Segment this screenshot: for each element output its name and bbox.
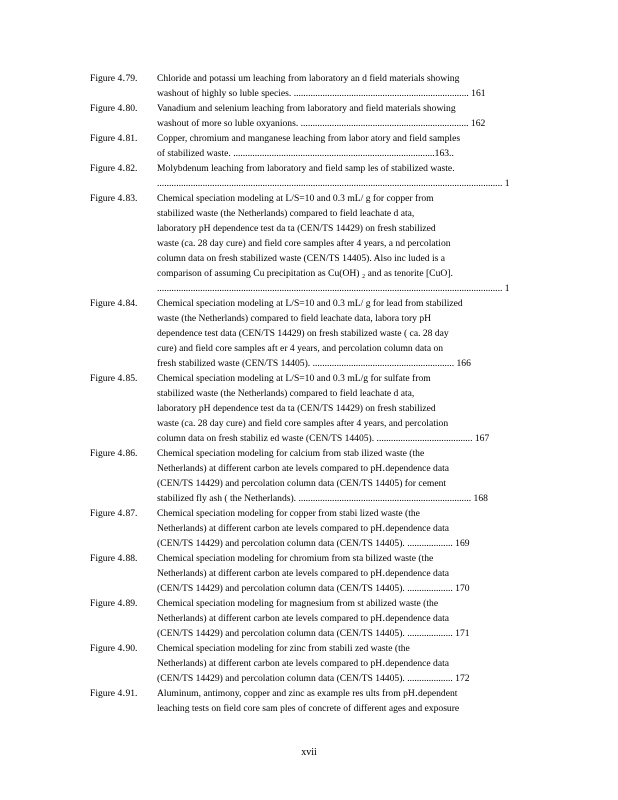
- figure-entry: [90, 161, 618, 191]
- caption-line: waste (ca. 28 day cure) and field core samples after 4 years, a nd percolation: [157, 238, 451, 249]
- caption-line: waste (ca. 28 day cure) and field core samples after 4 years, and percolation: [157, 418, 449, 429]
- figure-number: Figure 4․88.: [90, 553, 138, 564]
- figure-entry: [90, 641, 618, 686]
- caption-line: Chemical speciation modeling for copper from stabi lized waste (the: [157, 508, 420, 519]
- figure-entry: [90, 596, 618, 641]
- caption-line: (CEN/TS 14429) and percolation column data (CEN/TS 14405). ................... 169: [157, 538, 470, 549]
- figure-caption: [157, 596, 618, 641]
- caption-line: Copper, chromium and manganese leaching from labor atory and field samples: [157, 133, 461, 144]
- caption-line: Netherlands) at different carbon ate levels compared to pH․dependence data: [157, 613, 450, 624]
- caption-line: ................................................................................................................................................ 1: [157, 283, 510, 294]
- figure-number: Figure 4․84.: [90, 298, 138, 309]
- figure-caption: [157, 446, 618, 506]
- caption-line: Molybdenum leaching from laboratory and field samp les of stabilized waste.: [157, 163, 455, 174]
- figure-entry: [90, 191, 618, 296]
- figure-caption: [157, 71, 618, 101]
- caption-line: Chemical speciation modeling for magnesium from st abilized waste (the: [157, 598, 439, 609]
- caption-line: fresh stabilized waste (CEN/TS 14405). ........................................................... 166: [157, 358, 471, 369]
- figure-entry: [90, 101, 618, 131]
- figure-number: Figure 4․79.: [90, 73, 138, 84]
- figure-entry: [90, 446, 618, 506]
- caption-line: Netherlands) at different carbon ate levels compared to pH․dependence data: [157, 463, 450, 474]
- caption-line: laboratory pH dependence test da ta (CEN/TS 14429) on fresh stabilized: [157, 223, 436, 234]
- figure-entry: [90, 296, 618, 371]
- caption-line: Chemical speciation modeling at L/S=10 and 0.3 mL/g for sulfate from: [157, 373, 431, 384]
- caption-line: Chemical speciation modeling at L/S=10 and 0.3 mL/ g for copper from: [157, 193, 434, 204]
- caption-line: (CEN/TS 14429) and percolation column data (CEN/TS 14405). ................... 170: [157, 583, 470, 594]
- caption-line: Chloride and potassi um leaching from laboratory an d field materials showing: [157, 73, 460, 84]
- caption-line: laboratory pH dependence test da ta (CEN/TS 14429) on fresh stabilized: [157, 403, 436, 414]
- caption-line: cure) and field core samples aft er 4 years, and percolation column data on: [157, 343, 444, 354]
- figure-caption: [157, 161, 618, 191]
- figure-number: Figure 4․91.: [90, 688, 138, 699]
- figure-entry: [90, 371, 618, 446]
- figure-number: Figure 4․83.: [90, 193, 138, 204]
- figure-caption: [157, 641, 618, 686]
- caption-line: Chemical speciation modeling for chromium from sta bilized waste (the: [157, 553, 434, 564]
- caption-line: Chemical speciation modeling for calcium from stab ilized waste (the: [157, 448, 425, 459]
- figure-entry: [90, 71, 618, 101]
- list-of-figures: [90, 71, 618, 716]
- caption-line: waste (the Netherlands) compared to field leachate data, labora tory pH: [157, 313, 432, 324]
- caption-line: column data on fresh stabiliz ed waste (CEN/TS 14405). ........................................ 167: [157, 433, 490, 444]
- figure-caption: [157, 371, 618, 446]
- figure-entry: [90, 686, 618, 716]
- caption-line: Netherlands) at different carbon ate levels compared to pH․dependence data: [157, 523, 450, 534]
- figure-entry: [90, 506, 618, 551]
- figure-number: Figure 4․82.: [90, 163, 138, 174]
- figure-number: Figure 4․85.: [90, 373, 138, 384]
- caption-line: stabilized waste (the Netherlands) compared to field leachate d ata,: [157, 388, 415, 399]
- figure-caption: [157, 506, 618, 551]
- caption-line: (CEN/TS 14429) and percolation column data (CEN/TS 14405). ................... 172: [157, 673, 470, 684]
- figure-number: Figure 4․80.: [90, 103, 138, 114]
- figure-caption: [157, 551, 618, 596]
- caption-line: leaching tests on field core sam ples of concrete of different ages and exposure: [157, 703, 460, 714]
- figure-caption: [157, 131, 618, 161]
- caption-line: Vanadium and selenium leaching from laboratory and field materials showing: [157, 103, 456, 114]
- figure-entry: [90, 131, 618, 161]
- caption-line: washout of highly so luble species. ......................................................................... 161: [157, 88, 486, 99]
- figure-number: Figure 4․87.: [90, 508, 138, 519]
- caption-line: Chemical speciation modeling for zinc from stabili zed waste (the: [157, 643, 410, 654]
- caption-line: Aluminum, antimony, copper and zinc as example res ults from pH․dependent: [157, 688, 458, 699]
- figure-number: Figure 4․89.: [90, 598, 138, 609]
- page-number: xvii: [301, 747, 317, 758]
- caption-line: Netherlands) at different carbon ate levels compared to pH․dependence data: [157, 568, 450, 579]
- figure-number: Figure 4․81.: [90, 133, 138, 144]
- figure-caption: [157, 101, 618, 131]
- caption-line: dependence test data (CEN/TS 14429) on fresh stabilized waste ( ca. 28 day: [157, 328, 449, 339]
- caption-line: Chemical speciation modeling at L/S=10 and 0.3 mL/ g for lead from stabilized: [157, 298, 463, 309]
- figure-entry: [90, 551, 618, 596]
- caption-line: stabilized fly ash ( the Netherlands). ........................................................................ 168: [157, 493, 488, 504]
- caption-line: comparison of assuming Cu precipitation as Cu(OH) ₂ and as tenorite [CuO].: [157, 268, 453, 279]
- caption-line: of stabilized waste. ....................................................................................163..: [157, 148, 454, 159]
- figure-caption: [157, 686, 618, 716]
- caption-line: washout of more so luble oxyanions. ...................................................................... 162: [157, 118, 486, 129]
- figure-number: Figure 4․90.: [90, 643, 138, 654]
- caption-line: Netherlands) at different carbon ate levels compared to pH․dependence data: [157, 658, 450, 669]
- caption-line: (CEN/TS 14429) and percolation column data (CEN/TS 14405). ................... 171: [157, 628, 470, 639]
- figure-caption: [157, 191, 618, 296]
- caption-line: (CEN/TS 14429) and percolation column data (CEN/TS 14405) for cement: [157, 478, 447, 489]
- figure-caption: [157, 296, 618, 371]
- figure-number: Figure 4․86.: [90, 448, 138, 459]
- caption-line: ................................................................................................................................................ 1: [157, 178, 510, 189]
- caption-line: stabilized waste (the Netherlands) compared to field leachate d ata,: [157, 208, 415, 219]
- caption-line: column data on fresh stabilized waste (CEN/TS 14405). Also inc luded is a: [157, 253, 446, 264]
